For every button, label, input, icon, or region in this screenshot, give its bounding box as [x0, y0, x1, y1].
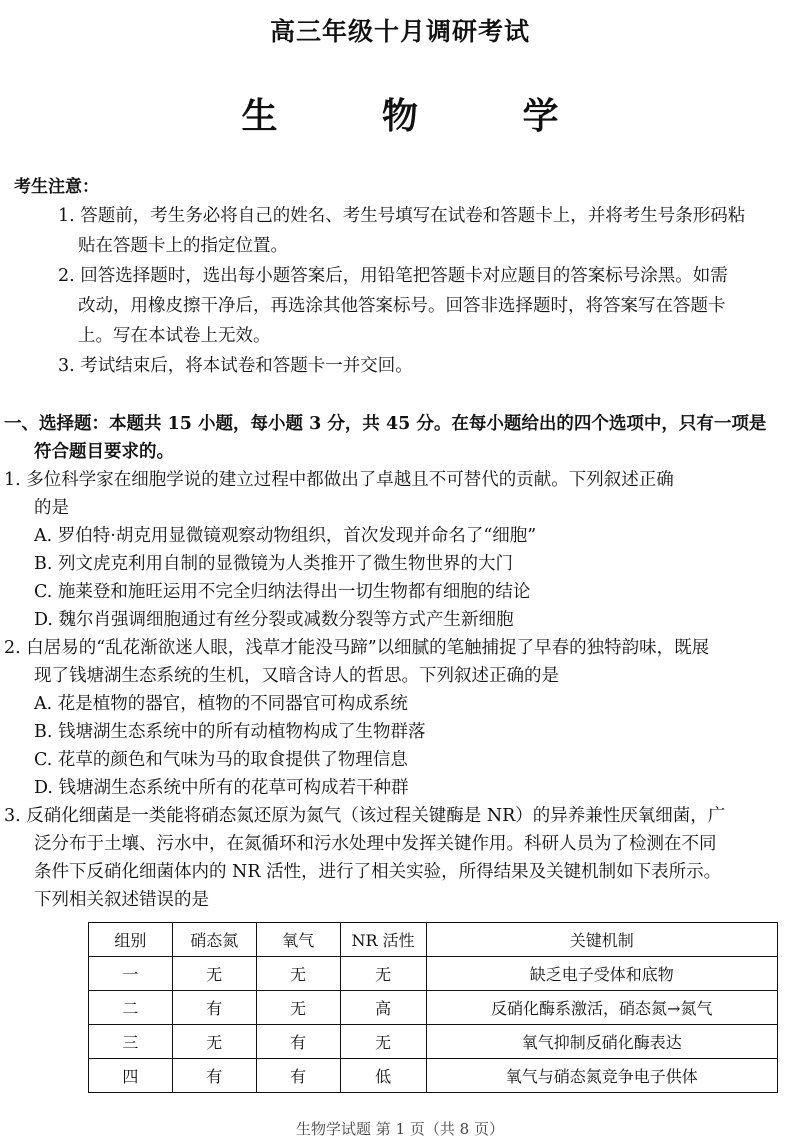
table-cell: 一	[89, 957, 173, 991]
table-header-cell: NR 活性	[340, 923, 426, 957]
question-2-option-d: D. 钱塘湖生态系统中所有的花草可构成若干种群	[34, 778, 409, 798]
table-cell: 有	[256, 1059, 340, 1093]
table-cell: 无	[256, 957, 340, 991]
table-header-cell: 氧气	[256, 923, 340, 957]
notice-line: 改动，用橡皮擦干净后，再选涂其他答案标号。回答非选择题时，将答案写在答题卡	[78, 296, 726, 316]
table-cell: 无	[340, 1025, 426, 1059]
table-cell: 二	[89, 991, 173, 1025]
table-row	[89, 957, 778, 991]
notice-line: 3. 考试结束后，将本试卷和答题卡一并交回。	[58, 356, 413, 376]
question-1-option-d: D. 魏尔肖强调细胞通过有丝分裂或减数分裂等方式产生新细胞	[34, 610, 514, 630]
page-footer: 生物学试题 第 1 页（共 8 页）	[296, 1120, 504, 1138]
question-1-option-c: C. 施莱登和施旺运用不完全归纳法得出一切生物都有细胞的结论	[34, 582, 531, 602]
table-cell: 有	[172, 1059, 256, 1093]
question-2-option-b: B. 钱塘湖生态系统中的所有动植物构成了生物群落	[34, 722, 426, 742]
table-cell: 无	[340, 957, 426, 991]
table-cell: 低	[340, 1059, 426, 1093]
table-cell: 无	[172, 957, 256, 991]
question-2-stem: 2. 白居易的“乱花渐欲迷人眼，浅草才能没马蹄”以细腻的笔触捕捉了早春的独特韵味，既展	[4, 638, 710, 658]
table-header-cell: 组别	[89, 923, 173, 957]
table-row	[89, 1059, 778, 1093]
notice-line: 1. 答题前，考生务必将自己的姓名、考生号填写在试卷和答题卡上，并将考生号条形码粘	[58, 206, 746, 226]
table-cell: 有	[172, 991, 256, 1025]
table-cell: 反硝化酶系激活，硝态氮→氮气	[426, 991, 777, 1025]
question-1-option-b: B. 列文虎克利用自制的显微镜为人类推开了微生物世界的大门	[34, 554, 513, 574]
table-cell: 三	[89, 1025, 173, 1059]
section-heading-cont: 符合题目要求的。	[34, 442, 174, 462]
notice-line: 上。写在本试卷上无效。	[78, 326, 271, 346]
question-3-stem-cont: 条件下反硝化细菌体内的 NR 活性，进行了相关实验，所得结果及关键机制如下表所示。	[34, 862, 722, 882]
table-cell: 氧气抑制反硝化酶表达	[426, 1025, 777, 1059]
table-cell: 氧气与硝态氮竞争电子供体	[426, 1059, 777, 1093]
table-cell: 无	[256, 991, 340, 1025]
notice-line: 贴在答题卡上的指定位置。	[78, 236, 288, 256]
question-1-stem: 1. 多位科学家在细胞学说的建立过程中都做出了卓越且不可替代的贡献。下列叙述正确	[4, 470, 674, 490]
table-row	[89, 1025, 778, 1059]
table-cell: 有	[256, 1025, 340, 1059]
question-2-stem-cont: 现了钱塘湖生态系统的生机，又暗含诗人的哲思。下列叙述正确的是	[34, 666, 559, 686]
question-1-option-a: A. 罗伯特·胡克用显微镜观察动物组织，首次发现并命名了“细胞”	[34, 526, 537, 546]
question-1-stem-cont: 的是	[34, 498, 69, 518]
table-cell: 四	[89, 1059, 173, 1093]
table-cell: 缺乏电子受体和底物	[426, 957, 777, 991]
question-3-stem-cont: 泛分布于土壤、污水中，在氮循环和污水处理中发挥关键作用。科研人员为了检测在不同	[34, 834, 717, 854]
table-cell: 无	[172, 1025, 256, 1059]
section-heading: 一、选择题：本题共 15 小题，每小题 3 分，共 45 分。在每小题给出的四个选项中，只有一项是	[4, 414, 767, 434]
exam-title: 高三年级十月调研考试	[269, 17, 530, 46]
subject-title: 生 物 学	[241, 95, 605, 137]
notice-line: 2. 回答选择题时，选出每小题答案后，用铅笔把答题卡对应题目的答案标号涂黑。如需	[58, 266, 728, 286]
table-cell: 高	[340, 991, 426, 1025]
table-header-row	[89, 923, 778, 957]
question-3-stem-cont: 下列相关叙述错误的是	[34, 890, 209, 910]
question-2-option-a: A. 花是植物的器官，植物的不同器官可构成系统	[34, 694, 408, 714]
results-table	[88, 922, 778, 1093]
question-3-stem: 3. 反硝化细菌是一类能将硝态氮还原为氮气（该过程关键酶是 NR）的异养兼性厌氧细菌，广	[4, 806, 726, 826]
question-2-option-c: C. 花草的颜色和气味为马的取食提供了物理信息	[34, 750, 408, 770]
notice-heading: 考生注意：	[14, 177, 99, 197]
table-header-cell: 硝态氮	[172, 923, 256, 957]
table-row	[89, 991, 778, 1025]
table-header-cell: 关键机制	[426, 923, 777, 957]
